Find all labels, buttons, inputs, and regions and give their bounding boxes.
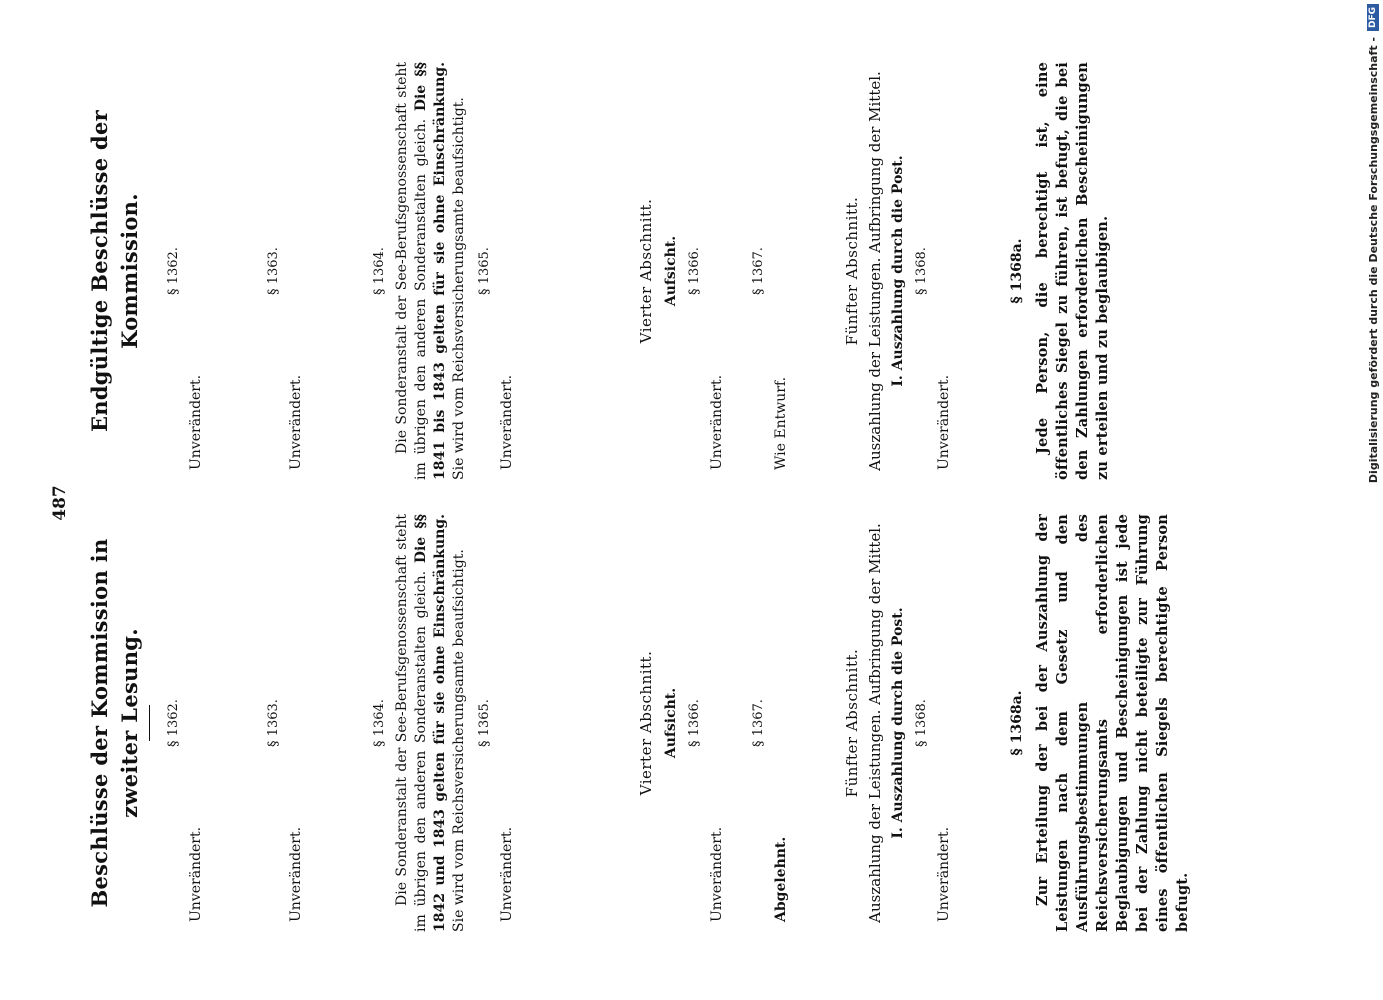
section-text-plain-2: Sie wird vom Reichsversicherungsamte beaufsichtigt.: [451, 549, 467, 932]
abschnitt-5-left: [843, 514, 954, 932]
abschnitt-subheading: Auszahlung der Leistungen. Aufbringung der Mittel.: [866, 523, 884, 923]
section-1368a-right: [1008, 62, 1113, 480]
section-1363-left: [264, 514, 306, 932]
section-number: § 1363.: [266, 247, 281, 295]
section-1368a-left: [1008, 514, 1193, 932]
right-column-title: Endgültige Beschlüsse der Kommission.: [87, 109, 142, 433]
section-number: § 1366.: [687, 699, 702, 747]
section-number: § 1362.: [166, 699, 181, 747]
section-text: Jede Person, die berechtigt ist, eine öffentliches Siegel zu führen, ist befugt, die bei den Zahlungen erforderlichen Bescheinigungen zu erteilen und zu beglaubigen.: [1034, 62, 1111, 480]
section-1362-left: [164, 514, 206, 932]
section-1362-right: [164, 62, 206, 480]
abschnitt-heading: Vierter Abschnitt.: [637, 650, 655, 796]
section-number: § 1368a.: [1009, 238, 1025, 304]
title-rule: [149, 705, 150, 741]
abschnitt-4-right: [637, 62, 791, 480]
section-number: § 1366.: [687, 247, 702, 295]
section-number: § 1362.: [166, 247, 181, 295]
section-number: § 1365.: [477, 247, 492, 295]
section-text: Unverändert.: [709, 374, 725, 470]
section-text: Unverändert.: [936, 374, 952, 470]
section-text-plain: Die Sonderanstalt der See-Berufsgenossenschaft steht im übrigen den anderen Sonderanstalten gleich.: [394, 62, 429, 480]
section-text-bold: Die §§ 1842 und 1843 gelten für sie ohne Einschränkung.: [413, 514, 448, 932]
abschnitt-5-right: [843, 62, 954, 480]
section-paragraph: [393, 62, 469, 480]
section-text: Zur Erteilung der bei der Auszahlung der Leistungen nach dem Gesetz und den Ausführungsbestimmungen des Reichsversicherungsamts erforderlichen Beglaubigungen und Bescheinigungen ist jede bei der Zahlung nicht beteiligte zur Führung eines öffentlichen Siegels berechtigte Person befugt.: [1034, 514, 1191, 932]
abschnitt-4-left: [637, 514, 791, 932]
section-text: Abgelehnt.: [773, 836, 789, 922]
section-text: Unverändert.: [188, 374, 204, 470]
section-text: Unverändert.: [499, 374, 515, 470]
section-1364-right: [370, 62, 517, 480]
section-text: Unverändert.: [709, 826, 725, 922]
abschnitt-heading: Fünfter Abschnitt.: [843, 648, 861, 798]
section-text-plain-2: Sie wird vom Reichsversicherungsamte beaufsichtigt.: [451, 97, 467, 480]
section-1363-right: [264, 62, 306, 480]
section-text: Unverändert.: [499, 826, 515, 922]
dfg-sidebar: [1362, 4, 1383, 997]
section-text-plain: Die Sonderanstalt der See-Berufsgenossenschaft steht im übrigen den anderen Sonderanstalten gleich.: [394, 514, 429, 932]
dfg-credit-text: Digitalisierung gefördert durch die Deutsche Forschungsgemeinschaft -: [1366, 37, 1380, 484]
section-number: § 1368.: [914, 699, 929, 747]
section-text: Unverändert.: [288, 826, 304, 922]
left-column-title: Beschlüsse der Kommission in zweiter Lesung.: [87, 538, 142, 908]
dfg-logo: DFG: [1367, 4, 1379, 31]
abschnitt-heading: Fünfter Abschnitt.: [843, 196, 861, 346]
section-number: § 1367.: [751, 247, 766, 295]
section-text: Wie Entwurf.: [773, 376, 789, 470]
section-number: § 1364.: [372, 699, 387, 747]
section-1364-left: [370, 514, 517, 932]
section-number: § 1363.: [266, 699, 281, 747]
page-number: 487: [50, 485, 70, 521]
abschnitt-heading: Vierter Abschnitt.: [637, 198, 655, 344]
section-number: § 1365.: [477, 699, 492, 747]
section-paragraph: [393, 514, 469, 932]
section-number: § 1364.: [372, 247, 387, 295]
section-text: Unverändert.: [288, 374, 304, 470]
right-column: [85, 62, 1113, 480]
abschnitt-part: I. Auszahlung durch die Post.: [890, 155, 906, 387]
section-text-bold: Die §§ 1841 bis 1843 gelten für sie ohne Einschränkung.: [413, 62, 448, 480]
section-number: § 1368a.: [1009, 690, 1025, 756]
section-number: § 1367.: [751, 699, 766, 747]
abschnitt-subheading: Auszahlung der Leistungen. Aufbringung der Mittel.: [866, 71, 884, 471]
section-text: Unverändert.: [188, 826, 204, 922]
left-column: [85, 514, 1193, 932]
abschnitt-part: I. Auszahlung durch die Post.: [890, 607, 906, 839]
section-text: Unverändert.: [936, 826, 952, 922]
abschnitt-subheading: Aufsicht.: [663, 687, 679, 759]
section-number: § 1368.: [914, 247, 929, 295]
abschnitt-subheading: Aufsicht.: [663, 235, 679, 307]
